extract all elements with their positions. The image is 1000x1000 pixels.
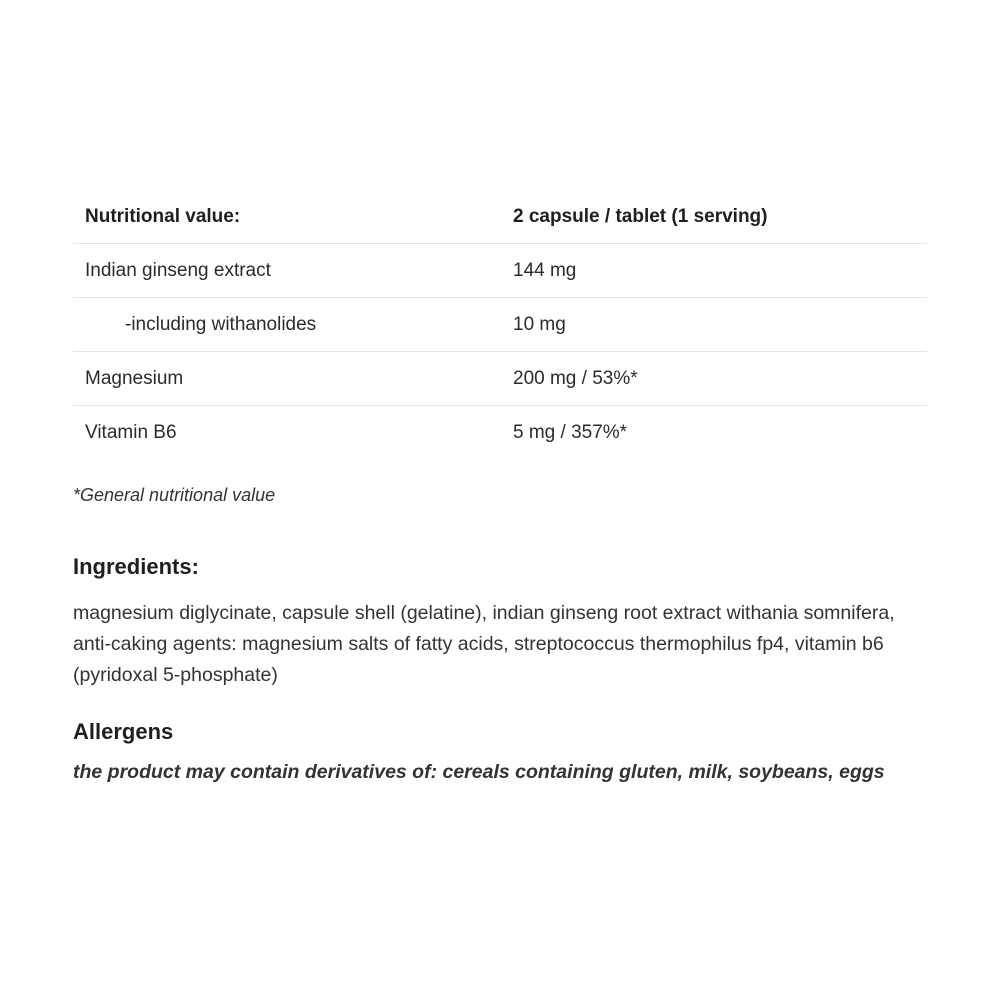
row-value: 200 mg / 53%* <box>501 352 927 406</box>
header-serving: 2 capsule / tablet (1 serving) <box>501 190 927 244</box>
header-nutritional-value: Nutritional value: <box>73 190 501 244</box>
row-name: -including withanolides <box>73 298 501 352</box>
allergens-title: Allergens <box>73 719 174 744</box>
table-row <box>73 298 927 352</box>
footnote: *General nutritional value <box>73 485 276 505</box>
nutrition-table <box>73 190 927 459</box>
table-row <box>73 244 927 298</box>
product-info <box>73 190 927 784</box>
row-name: Magnesium <box>73 352 501 406</box>
ingredients-title: Ingredients: <box>73 554 199 579</box>
table-row <box>73 352 927 406</box>
row-name: Vitamin B6 <box>85 421 177 443</box>
table-header-row <box>73 190 927 244</box>
allergens-text: the product may contain derivatives of: cereals containing gluten, milk, soybeans, eggs <box>73 761 885 783</box>
row-value: 144 mg <box>501 244 927 298</box>
table-row <box>73 406 927 460</box>
row-value: 5 mg / 357%* <box>513 421 628 443</box>
row-name: Indian ginseng extract <box>73 244 501 298</box>
ingredients-text: magnesium diglycinate, capsule shell (gelatine), indian ginseng root extract withania somnifera, anti-caking agents: magnesium salts of fatty acids, streptococcus thermophilus fp4, vitamin b6 (pyridoxal 5-phosphate) <box>73 602 895 686</box>
row-value: 10 mg <box>501 298 927 352</box>
